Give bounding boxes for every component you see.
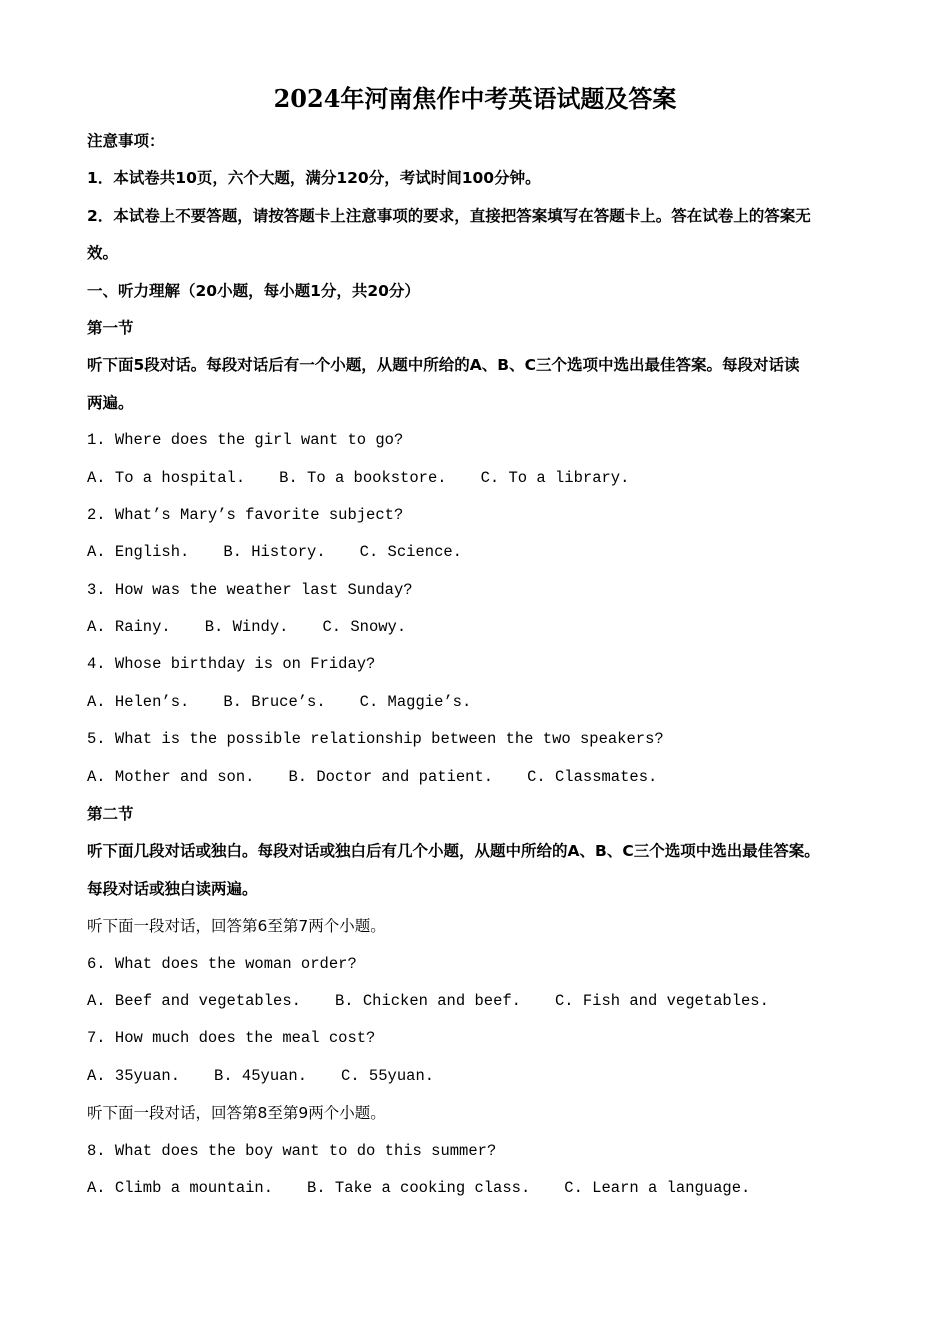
question-3: 3. How was the weather last Sunday? [87,580,413,599]
notice-item-2-line-1: 2．本试卷上不要答题，请按答题卡上注意事项的要求，直接把答案填写在答题卡上。答在试卷上的答案无 [87,206,811,225]
part-1-instruction-line-2: 两遍。 [87,393,134,412]
option-c: C. Maggie’s. [359,692,472,711]
option-b: B. Bruce’s. [223,692,326,711]
option-b: B. Windy. [204,618,289,637]
option-b: B. History. [223,543,326,562]
option-c: C. Classmates. [527,767,658,786]
question-7-options [87,1058,867,1095]
option-c: C. Learn a language. [564,1178,751,1197]
notice-item-1: 1．本试卷共10页，六个大题，满分120分，考试时间100分钟。 [87,169,541,188]
question-5-options [87,759,867,796]
option-c: C. Science. [359,543,462,562]
question-8-options [87,1170,867,1207]
option-a: A. 35yuan. [87,1066,181,1085]
option-c: C. Fish and vegetables. [554,991,769,1010]
question-7: 7. How much does the meal cost? [87,1029,376,1048]
option-b: B. Chicken and beef. [334,991,521,1010]
option-a: A. Climb a mountain. [87,1178,274,1197]
option-c: C. Snowy. [322,618,407,637]
notice-heading: 注意事项： [87,132,165,150]
option-b: B. Take a cooking class. [307,1178,531,1197]
question-1: 1. Where does the girl want to go? [87,431,404,450]
question-5: 5. What is the possible relationship between the two speakers? [87,730,664,749]
option-a: A. English. [87,543,190,562]
notice-item-2-line-2: 效。 [87,244,119,263]
option-a: A. Beef and vegetables. [87,991,301,1010]
option-b: B. 45yuan. [214,1066,308,1085]
question-4: 4. Whose birthday is on Friday? [87,655,376,674]
option-a: A. Rainy. [87,618,171,637]
question-4-options [87,684,867,721]
option-b: B. To a bookstore. [279,468,447,487]
question-3-options [87,609,867,646]
option-c: C. 55yuan. [341,1066,435,1085]
option-b: B. Doctor and patient. [288,767,494,786]
question-2-options [87,534,867,571]
section-1-heading: 一、听力理解（20小题，每小题1分，共20分） [87,281,420,300]
part-1-instruction-line-1: 听下面5段对话。每段对话后有一个小题，从题中所给的A、B、C三个选项中选出最佳答案。每段对话读 [87,356,800,375]
option-a: A. To a hospital. [87,468,246,487]
dialog-1-intro: 听下面一段对话，回答第6至第7两个小题。 [87,917,386,936]
part-2-instruction-line-1: 听下面几段对话或独白。每段对话或独白后有几个小题，从题中所给的A、B、C三个选项中选出最佳答案。 [87,842,820,861]
option-a: A. Helen’s. [87,692,190,711]
page-title: 2024年河南焦作中考英语试题及答案 [273,84,677,113]
page-content [87,123,867,1207]
part-1-heading: 第一节 [87,318,134,337]
part-2-instruction-line-2: 每段对话或独白读两遍。 [87,879,258,898]
question-1-options [87,460,867,497]
option-a: A. Mother and son. [87,767,255,786]
option-c: C. To a library. [480,468,630,487]
question-2: 2. What’s Mary’s favorite subject? [87,505,404,524]
dialog-2-intro: 听下面一段对话，回答第8至第9两个小题。 [87,1104,386,1123]
part-2-heading: 第二节 [87,805,134,824]
question-6-options [87,983,867,1020]
question-8: 8. What does the boy want to do this summer? [87,1141,497,1160]
question-6: 6. What does the woman order? [87,954,357,973]
